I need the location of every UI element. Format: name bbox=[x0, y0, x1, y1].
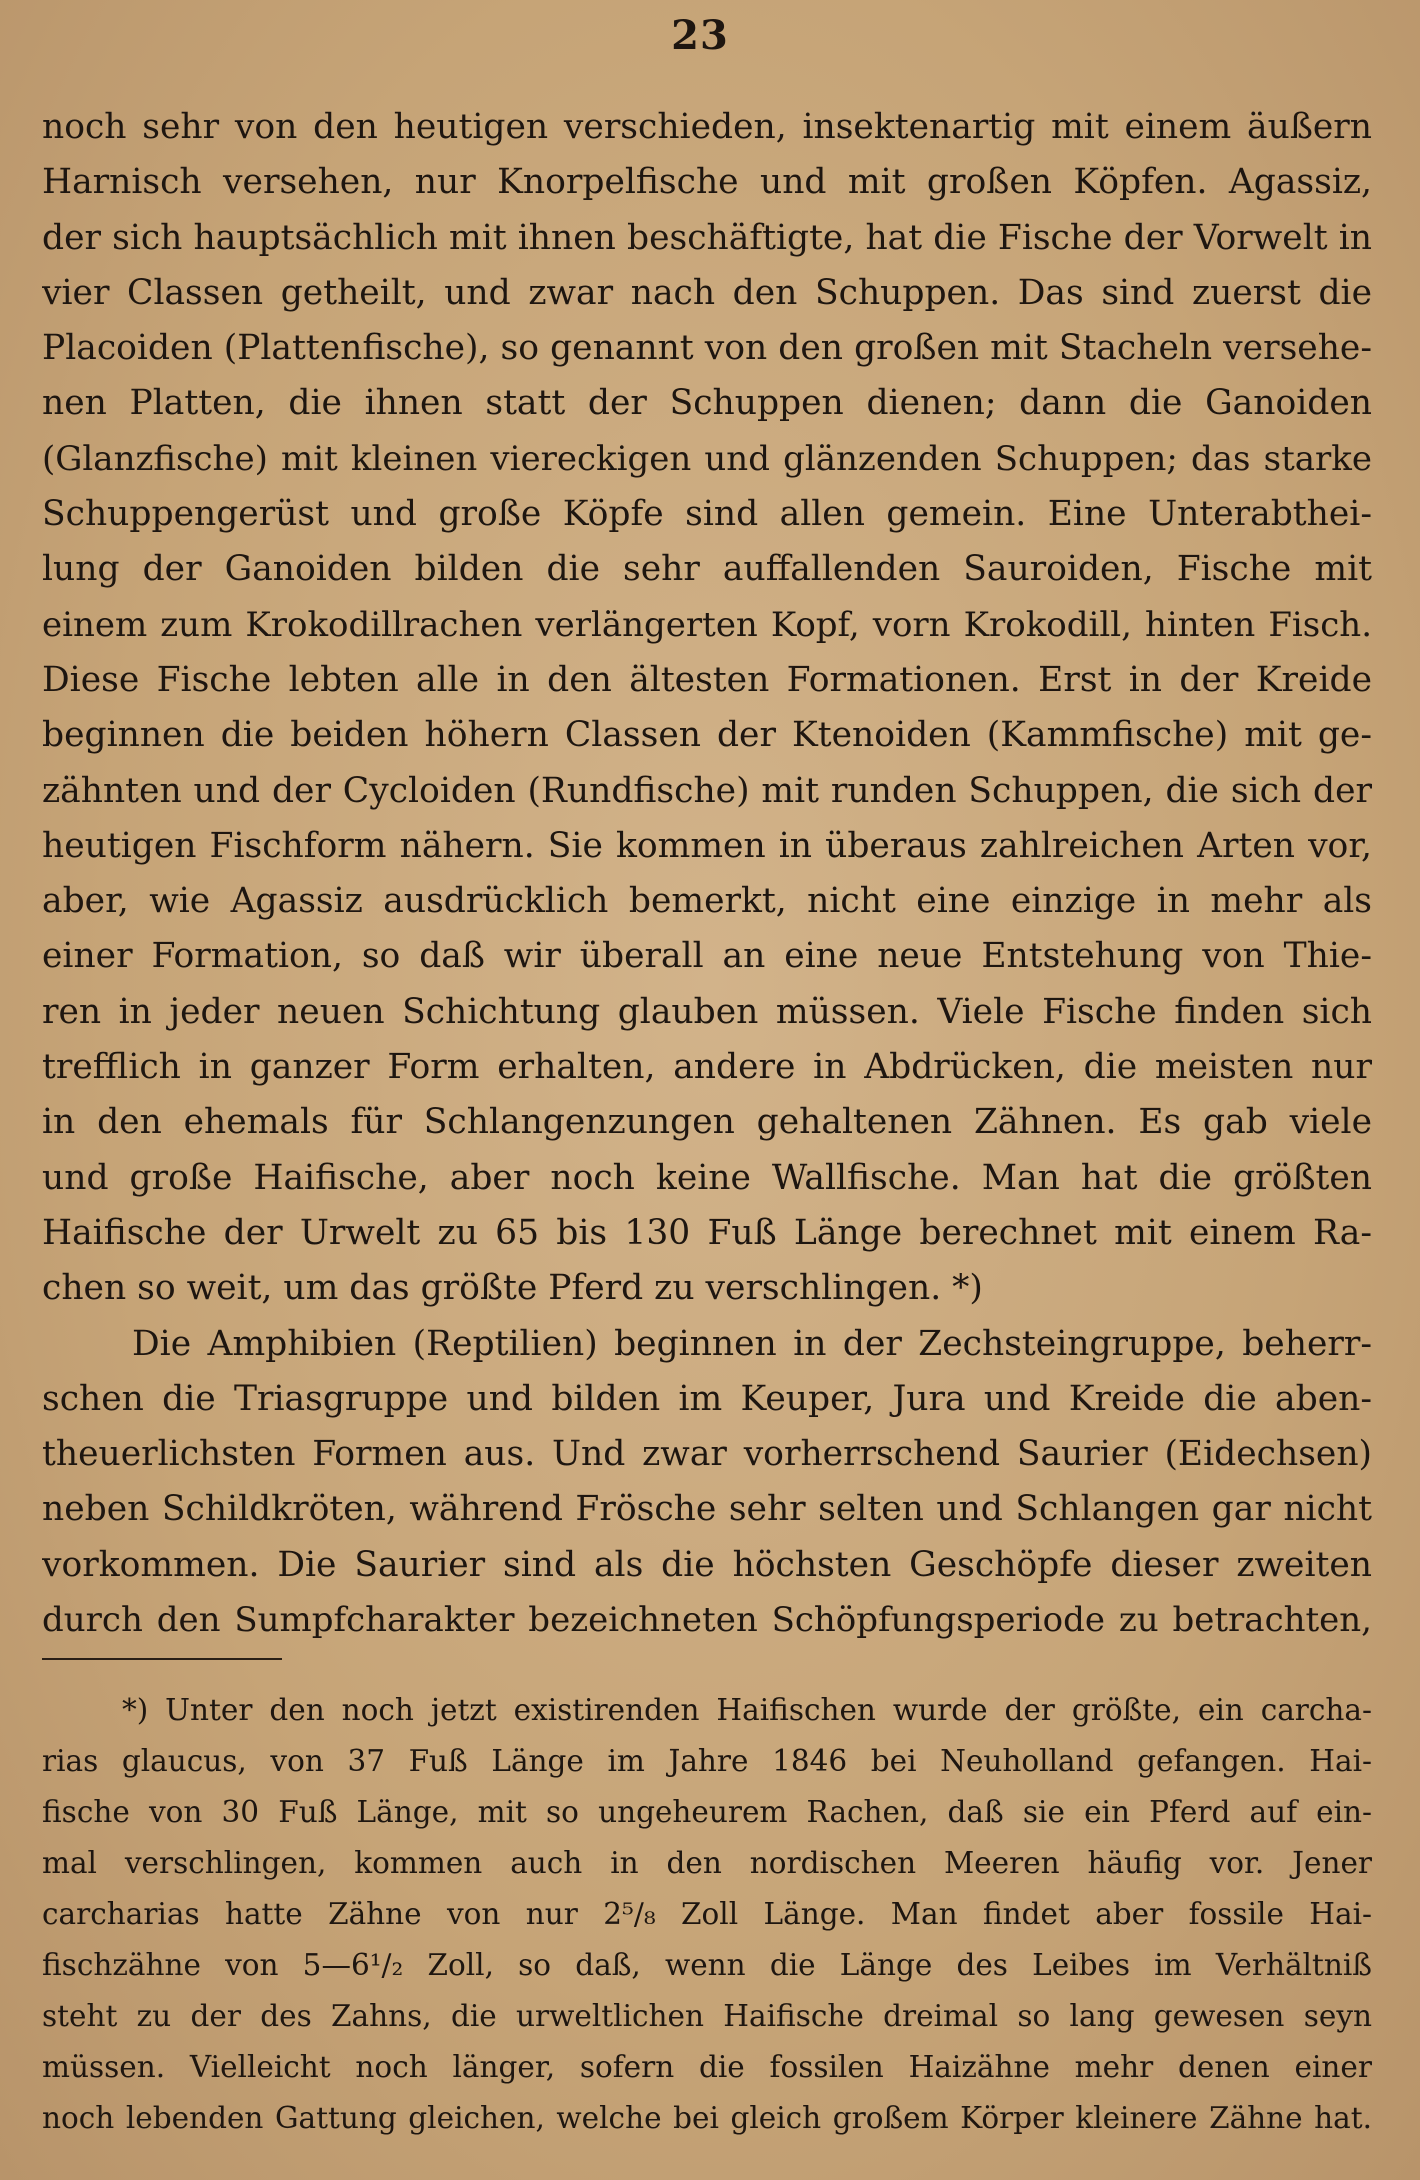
footnote-line: steht zu der des Zahns, die urweltlichen Haifische dreimal so lang gewesen seyn bbox=[42, 1999, 1372, 2033]
text-line: beginnen die beiden höhern Classen der Ktenoiden (Kammfische) mit ge- bbox=[42, 715, 1372, 756]
text-line: aber, wie Agassiz ausdrücklich bemerkt, nicht eine einzige in mehr als bbox=[42, 881, 1372, 922]
text-line: theuerlichsten Formen aus. Und zwar vorherrschend Saurier (Eidechsen) bbox=[42, 1434, 1372, 1475]
text-line: noch sehr von den heutigen verschieden, insektenartig mit einem äußern bbox=[42, 107, 1372, 147]
footnote-line: noch lebenden Gattung gleichen, welche bei gleich großem Körper kleinere Zähne hat. bbox=[42, 2101, 1372, 2135]
text-line: vorkommen. Die Saurier sind als die höchsten Geschöpfe dieser zweiten bbox=[42, 1544, 1372, 1585]
text-line: trefflich in ganzer Form erhalten, andere in Abdrücken, die meisten nur bbox=[42, 1047, 1372, 1088]
main-text bbox=[42, 100, 1372, 1648]
text-line: chen so weit, um das größte Pferd zu verschlingen. *) bbox=[42, 1268, 983, 1309]
text-line: ren in jeder neuen Schichtung glauben müssen. Viele Fische finden sich bbox=[42, 991, 1372, 1032]
text-line: Schuppengerüst und große Köpfe sind allen gemein. Eine Unterabthei- bbox=[42, 494, 1372, 535]
text-line: durch den Sumpfcharakter bezeichneten Schöpfungsperiode zu betrachten, bbox=[42, 1600, 1372, 1641]
text-line: Diese Fische lebten alle in den ältesten Formationen. Erst in der Kreide bbox=[42, 659, 1372, 700]
text-line: der sich hauptsächlich mit ihnen beschäftigte, hat die Fische der Vorwelt in bbox=[42, 217, 1372, 258]
text-line: und große Haifische, aber noch keine Wallfische. Man hat die größten bbox=[42, 1157, 1372, 1198]
text-line: zähnten und der Cycloiden (Rundfische) mit runden Schuppen, die sich der bbox=[42, 770, 1372, 811]
footnote-divider bbox=[42, 1658, 282, 1660]
text-line: heutigen Fischform nähern. Sie kommen in überaus zahlreichen Arten vor, bbox=[42, 825, 1372, 866]
footnote-line: rias glaucus, von 37 Fuß Länge im Jahre 1846 bei Neuholland gefangen. Hai- bbox=[42, 1744, 1372, 1778]
text-line: schen die Triasgruppe und bilden im Keuper, Jura und Kreide die aben- bbox=[42, 1378, 1372, 1419]
text-line: vier Classen getheilt, und zwar nach den Schuppen. Das sind zuerst die bbox=[42, 272, 1372, 313]
footnote-line: carcharias hatte Zähne von nur 2⁵/₈ Zoll Länge. Man findet aber fossile Hai- bbox=[42, 1897, 1372, 1931]
text-line: nen Platten, die ihnen statt der Schuppen dienen; dann die Ganoiden bbox=[42, 383, 1372, 424]
footnote-line: müssen. Vielleicht noch länger, sofern die fossilen Haizähne mehr denen einer bbox=[42, 2050, 1372, 2084]
text-line: Harnisch versehen, nur Knorpelfische und mit großen Köpfen. Agassiz, bbox=[42, 162, 1372, 203]
text-line: einem zum Krokodillrachen verlängerten Kopf, vorn Krokodill, hinten Fisch. bbox=[42, 604, 1372, 645]
text-line: lung der Ganoiden bilden die sehr auffallenden Sauroiden, Fische mit bbox=[42, 549, 1372, 590]
page-number: 23 bbox=[671, 12, 729, 59]
footnote bbox=[42, 1685, 1372, 2144]
footnote-line: fische von 30 Fuß Länge, mit so ungeheurem Rachen, daß sie ein Pferd auf ein- bbox=[42, 1795, 1372, 1829]
footnote-line: mal verschlingen, kommen auch in den nordischen Meeren häufig vor. Jener bbox=[42, 1846, 1372, 1880]
text-line: einer Formation, so daß wir überall an eine neue Entstehung von Thie- bbox=[42, 936, 1372, 977]
footnote-line: *) Unter den noch jetzt existirenden Haifischen wurde der größte, ein carcha- bbox=[122, 1693, 1372, 1727]
text-line: Placoiden (Plattenfische), so genannt von den großen mit Stacheln versehe- bbox=[42, 328, 1372, 369]
text-line: Haifische der Urwelt zu 65 bis 130 Fuß Länge berechnet mit einem Ra- bbox=[42, 1212, 1372, 1253]
text-line: in den ehemals für Schlangenzungen gehaltenen Zähnen. Es gab viele bbox=[42, 1102, 1372, 1143]
footnote-line: fischzähne von 5—6¹/₂ Zoll, so daß, wenn die Länge des Leibes im Verhältniß bbox=[42, 1948, 1372, 1982]
paragraph-start-line: Die Amphibien (Reptilien) beginnen in der Zechsteingruppe, beherr- bbox=[132, 1323, 1372, 1364]
text-line: (Glanzfische) mit kleinen viereckigen und glänzenden Schuppen; das starke bbox=[42, 438, 1372, 479]
text-line: neben Schildkröten, während Frösche sehr selten und Schlangen gar nicht bbox=[42, 1489, 1372, 1530]
